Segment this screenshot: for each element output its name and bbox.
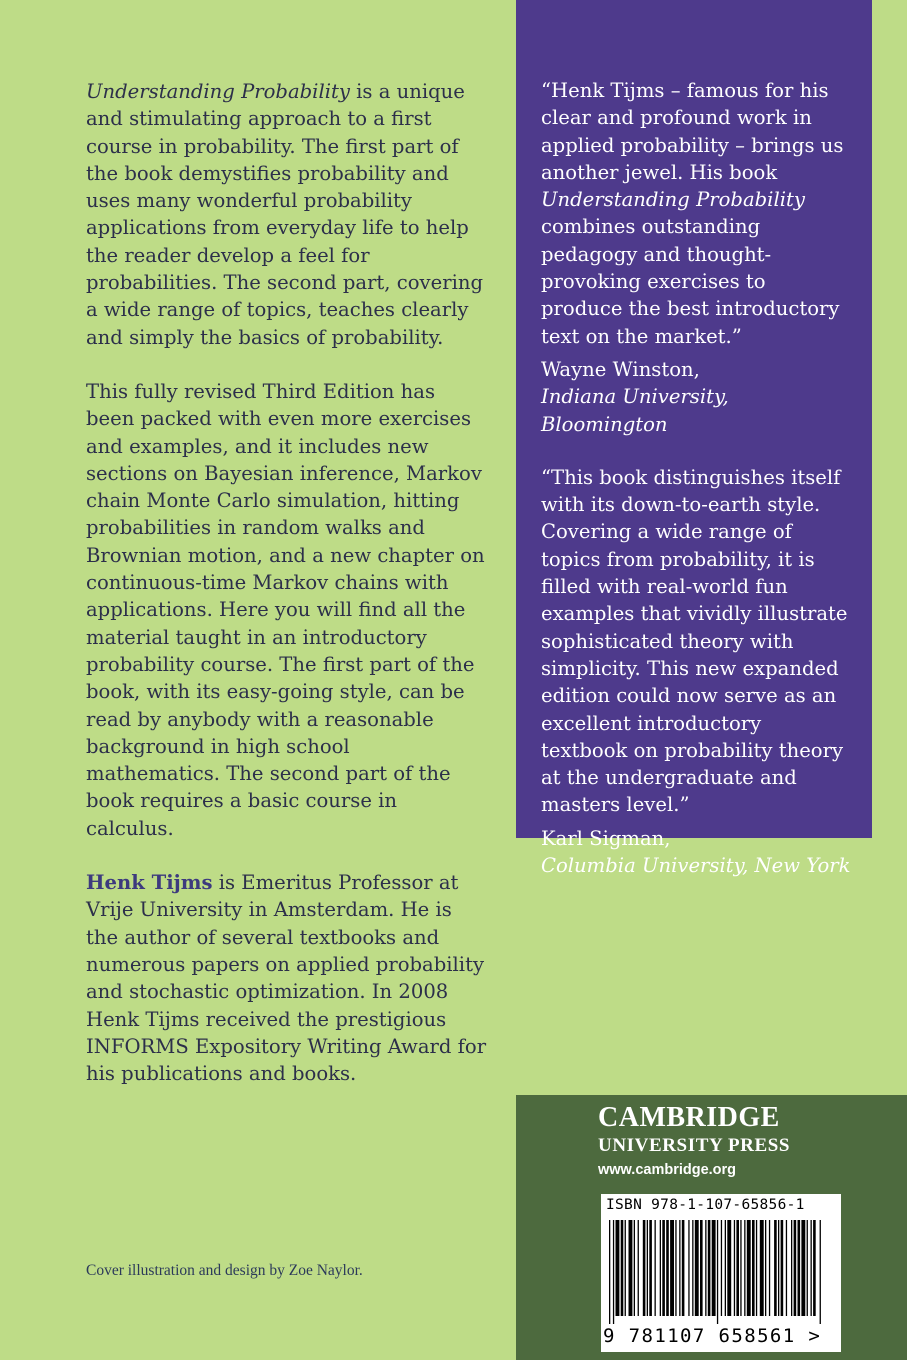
barcode-label xyxy=(601,1194,841,1352)
publisher-panel xyxy=(516,1095,907,1360)
endorsement-1-name: Wayne Winston, xyxy=(541,357,700,381)
publisher-subtitle: UNIVERSITY PRESS xyxy=(598,1135,791,1156)
back-cover-description xyxy=(86,78,488,1114)
author-bio xyxy=(86,869,488,1087)
author-bio-text: is Emeritus Professor at Vrije University in Amsterdam. He is the author of several textbooks and numerous papers on applied probability and stochastic optimization. In 2008 Henk Tijms received the prestigious INFORMS Expository Writing Award for his publications and books. xyxy=(86,871,487,1086)
endorsement-2-affiliation: Columbia University, New York xyxy=(541,854,851,878)
barcode-bars xyxy=(609,1220,833,1324)
author-name: Henk Tijms xyxy=(86,871,213,895)
publisher-name: CAMBRIDGE xyxy=(598,1102,780,1133)
description-paragraph-1-text: is a unique and stimulating approach to a first course in probability. The first part of the book demystifies probability and uses many wonderful probability applications from everyday life to help the reader develop a feel for probabilities. The second part, covering a wide range of topics, teaches clearly and simply the basics of probability. xyxy=(86,80,483,349)
publisher-url: www.cambridge.org xyxy=(598,1162,737,1178)
endorsement-1-text-b: combines outstanding pedagogy and thought-provoking exercises to produce the best introductory text on the market.” xyxy=(541,215,840,348)
cover-credit: Cover illustration and design by Zoe Naylor. xyxy=(86,1262,363,1279)
description-paragraph-2: This fully revised Third Edition has been packed with even more exercises and examples, and it includes new sections on Bayesian inference, Markov chain Monte Carlo simulation, hitting probabilities in random walks and Brownian motion, and a new chapter on continuous-time Markov chains with applications. Here you will find all the material taught in an introductory probability course. The first part of the book, with its easy-going style, can be read by anybody with a reasonable background in high school mathematics. The second part of the book requires a basic course in calculus. xyxy=(86,379,485,840)
isbn-text: ISBN 978-1-107-65856-1 xyxy=(606,1197,805,1213)
endorsement-1-text xyxy=(541,77,852,350)
endorsements-box xyxy=(516,0,872,878)
book-title-inline: Understanding Probability xyxy=(86,80,350,103)
endorsement-1-affiliation: Indiana University, Bloomington xyxy=(541,385,729,436)
endorsement-2-name: Karl Sigman, xyxy=(541,826,671,850)
description-paragraph-1 xyxy=(86,78,488,351)
endorsement-1-text-a: “Henk Tijms – famous for his clear and profound work in applied probability – brings us another jewel. His book xyxy=(541,79,844,184)
endorsement-1-book-title: Understanding Probability xyxy=(541,188,805,212)
barcode-digits: 9 781107 658561 > xyxy=(603,1325,822,1347)
endorsement-2-text: “This book distinguishes itself with its down-to-earth style. Covering a wide range of topics from probability, it is filled with real-world fun examples that vividly illustrate sophisticated theory with simplicity. This new expanded edition could now serve as an excellent introductory textbook on probability theory at the undergraduate and masters level.” xyxy=(541,465,848,817)
